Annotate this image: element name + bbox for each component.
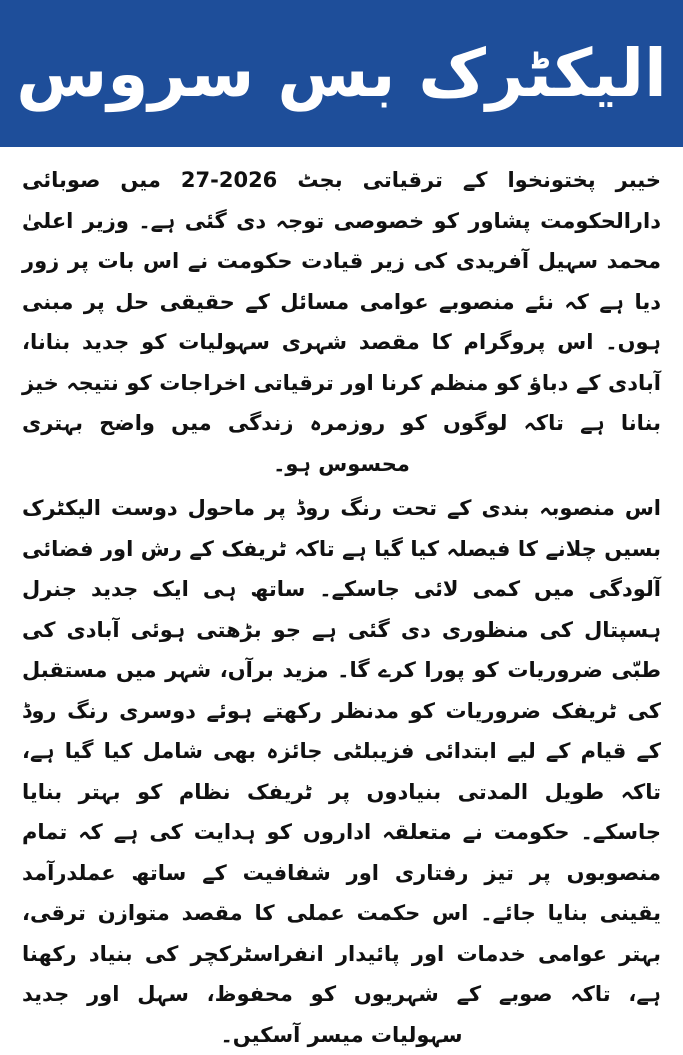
headline-banner	[0, 0, 683, 147]
article-paragraph-2: اس منصوبہ بندی کے تحت رنگ روڈ پر ماحول دوست الیکٹرک بسیں چلانے کا فیصلہ کیا گیا ہے تاکہ ٹریفک کے رش اور فضائی آلودگی میں کمی لائی جاسکے۔ ساتھ ہی ایک جدید جنرل ہسپتال کی منظوری دی گئی ہے جو بڑھتی ہوئی آبادی کی طبّی ضروریات کو پورا کرے گا۔ مزید برآں، شہر میں مستقبل کی ٹریفک ضروریات کو مدنظر رکھتے ہوئے دوسری رنگ روڈ کے قیام کے لیے ابتدائی فزیبلٹی جائزہ بھی شامل کیا گیا ہے، تاکہ طویل المدتی بنیادوں پر ٹریفک نظام کو بہتر بنایا جاسکے۔ حکومت نے متعلقہ اداروں کو ہدایت کی ہے کہ تمام منصوبوں پر تیز رفتاری اور شفافیت کے ساتھ عملدرآمد یقینی بنایا جائے۔ اس حکمت عملی کا مقصد متوازن ترقی، بہتر عوامی خدمات اور پائیدار انفراسٹرکچر کی بنیاد رکھنا ہے، تاکہ صوبے کے شہریوں کو محفوظ، سہل اور جدید سہولیات میسر آسکیں۔	[22, 496, 661, 1047]
article-paragraph-1: خیبر پختونخوا کے ترقیاتی بجٹ 2026-27 میں صوبائی دارالحکومت پشاور کو خصوصی توجہ دی گئی ہے۔ وزیر اعلیٰ محمد سہیل آفریدی کی زیر قیادت حکومت نے اس بات پر زور دیا ہے کہ نئے منصوبے عوامی مسائل کے حقیقی حل پر مبنی ہوں۔ اس پروگرام کا مقصد شہری سہولیات کو جدید بنانا، آبادی کے دباؤ کو منظم کرنا اور ترقیاتی اخراجات کو نتیجہ خیز بنانا ہے تاکہ لوگوں کو روزمرہ زندگی میں واضح بہتری محسوس ہو۔	[22, 168, 661, 476]
headline: الیکٹرک بس سروس	[16, 34, 667, 112]
article-body	[22, 160, 661, 1055]
